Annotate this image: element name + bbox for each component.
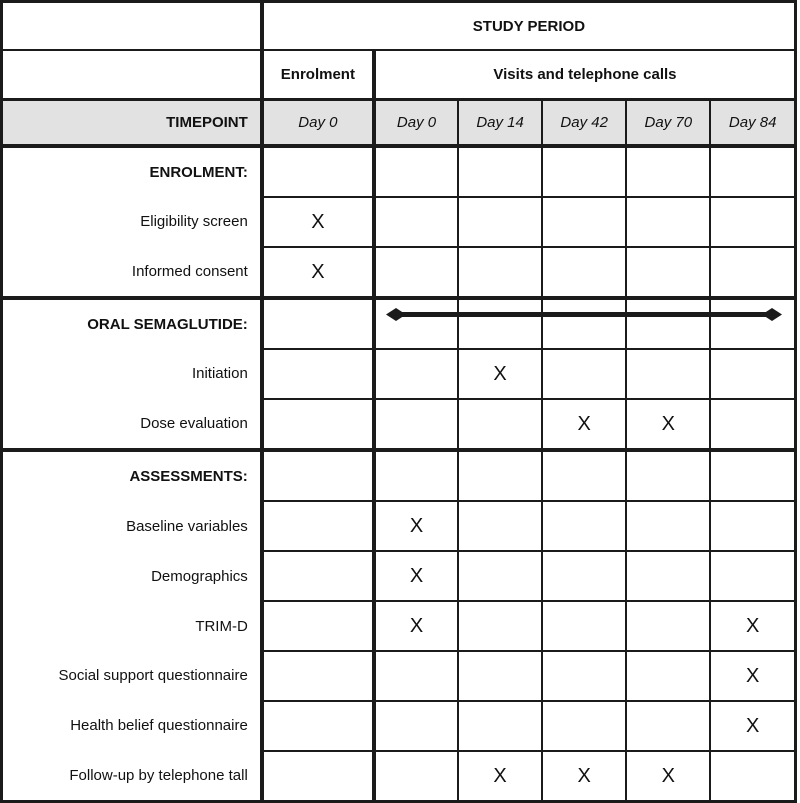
empty-cell (374, 298, 458, 349)
empty-cell (710, 349, 795, 399)
schedule-row (2, 450, 796, 501)
empty-cell (626, 247, 710, 298)
empty-cell (542, 601, 626, 651)
empty-cell (542, 551, 626, 601)
section-title: ASSESSMENTS: (129, 468, 248, 486)
empty-cell (458, 601, 542, 651)
empty-cell (262, 146, 374, 197)
empty-cell (626, 551, 710, 601)
timepoint-day0: Day 0 (374, 100, 458, 147)
row-label: Demographics (151, 567, 248, 585)
empty-cell (374, 399, 458, 450)
study-period-header: STUDY PERIOD (262, 2, 796, 51)
empty-cell (710, 501, 795, 551)
row-label: TRIM-D (195, 617, 248, 635)
empty-cell (458, 298, 542, 349)
empty-corner-cell (2, 2, 262, 51)
x-mark-cell: X (710, 601, 795, 651)
x-mark-cell: X (374, 601, 458, 651)
row-label: Health belief questionnaire (70, 716, 248, 734)
row-label: Social support questionnaire (58, 667, 248, 685)
empty-cell (262, 751, 374, 802)
row-label: Follow-up by telephone tall (69, 766, 248, 784)
timepoint-label: TIMEPOINT (2, 100, 262, 147)
x-mark-cell: X (542, 399, 626, 450)
empty-cell (262, 349, 374, 399)
empty-cell (542, 247, 626, 298)
empty-cell (374, 751, 458, 802)
empty-cell (374, 197, 458, 247)
section-enrolment (2, 146, 796, 298)
x-mark-cell: X (458, 751, 542, 802)
empty-cell (626, 197, 710, 247)
empty-cell (374, 349, 458, 399)
empty-cell (262, 651, 374, 701)
empty-cell (374, 651, 458, 701)
empty-cell (458, 146, 542, 197)
empty-cell (262, 501, 374, 551)
section-label-list (3, 300, 260, 448)
empty-cell (710, 146, 795, 197)
x-mark-cell: X (374, 551, 458, 601)
empty-cell (542, 450, 626, 501)
x-mark-cell: X (710, 651, 795, 701)
section-label-column (2, 298, 262, 450)
empty-cell (542, 651, 626, 701)
empty-cell (458, 399, 542, 450)
empty-cell (710, 751, 795, 802)
empty-cell (542, 298, 626, 349)
timepoint-day14: Day 14 (458, 100, 542, 147)
empty-cell (542, 349, 626, 399)
empty-cell (542, 701, 626, 751)
empty-cell (458, 551, 542, 601)
empty-cell (458, 450, 542, 501)
schedule-row (2, 146, 796, 197)
timepoint-day84: Day 84 (710, 100, 795, 147)
empty-cell (626, 450, 710, 501)
section-label-list (3, 148, 260, 296)
section-title: ENROLMENT: (149, 164, 248, 182)
timepoint-enrolment-day0: Day 0 (262, 100, 374, 147)
row-label: Dose evaluation (140, 414, 248, 432)
visits-group-header: Visits and telephone calls (374, 50, 796, 100)
group-header-row (2, 50, 796, 100)
empty-cell (262, 450, 374, 501)
empty-cell (458, 247, 542, 298)
empty-cell (458, 701, 542, 751)
empty-cell (262, 551, 374, 601)
enrolment-group-header: Enrolment (262, 50, 374, 100)
x-mark-cell: X (262, 197, 374, 247)
empty-cell (710, 197, 795, 247)
row-label: Eligibility screen (140, 213, 248, 231)
empty-cell (626, 349, 710, 399)
empty-cell (626, 501, 710, 551)
section-oral-semaglutide (2, 298, 796, 450)
row-label: Initiation (191, 365, 248, 383)
empty-cell (626, 298, 710, 349)
x-mark-cell: X (626, 751, 710, 802)
section-label-column (2, 146, 262, 298)
empty-cell (374, 247, 458, 298)
section-title: ORAL SEMAGLUTIDE: (87, 316, 248, 334)
section-label-list (3, 452, 260, 800)
section-assessments (2, 450, 796, 802)
empty-cell (710, 298, 795, 349)
empty-cell (262, 298, 374, 349)
empty-cell (710, 399, 795, 450)
empty-cell (374, 450, 458, 501)
x-mark-cell: X (458, 349, 542, 399)
section-label-column (2, 450, 262, 802)
x-mark-cell: X (374, 501, 458, 551)
study-period-row (2, 2, 796, 51)
empty-cell (374, 701, 458, 751)
empty-cell (542, 146, 626, 197)
row-label: Baseline variables (126, 518, 248, 536)
x-mark-cell: X (710, 701, 795, 751)
x-mark-cell: X (542, 751, 626, 802)
timepoint-day42: Day 42 (542, 100, 626, 147)
empty-cell (262, 601, 374, 651)
empty-cell (626, 651, 710, 701)
empty-cell (710, 450, 795, 501)
empty-corner-cell (2, 50, 262, 100)
schedule-row (2, 298, 796, 349)
empty-cell (458, 651, 542, 701)
timepoint-day70: Day 70 (626, 100, 710, 147)
table-header (2, 2, 796, 147)
empty-cell (458, 501, 542, 551)
empty-cell (710, 551, 795, 601)
row-label: Informed consent (131, 262, 248, 280)
x-mark-cell: X (626, 399, 710, 450)
empty-cell (458, 197, 542, 247)
empty-cell (542, 501, 626, 551)
empty-cell (626, 601, 710, 651)
empty-cell (626, 146, 710, 197)
empty-cell (262, 701, 374, 751)
empty-cell (262, 399, 374, 450)
empty-cell (542, 197, 626, 247)
empty-cell (710, 247, 795, 298)
empty-cell (374, 146, 458, 197)
x-mark-cell: X (262, 247, 374, 298)
timepoint-row (2, 100, 796, 147)
empty-cell (626, 701, 710, 751)
